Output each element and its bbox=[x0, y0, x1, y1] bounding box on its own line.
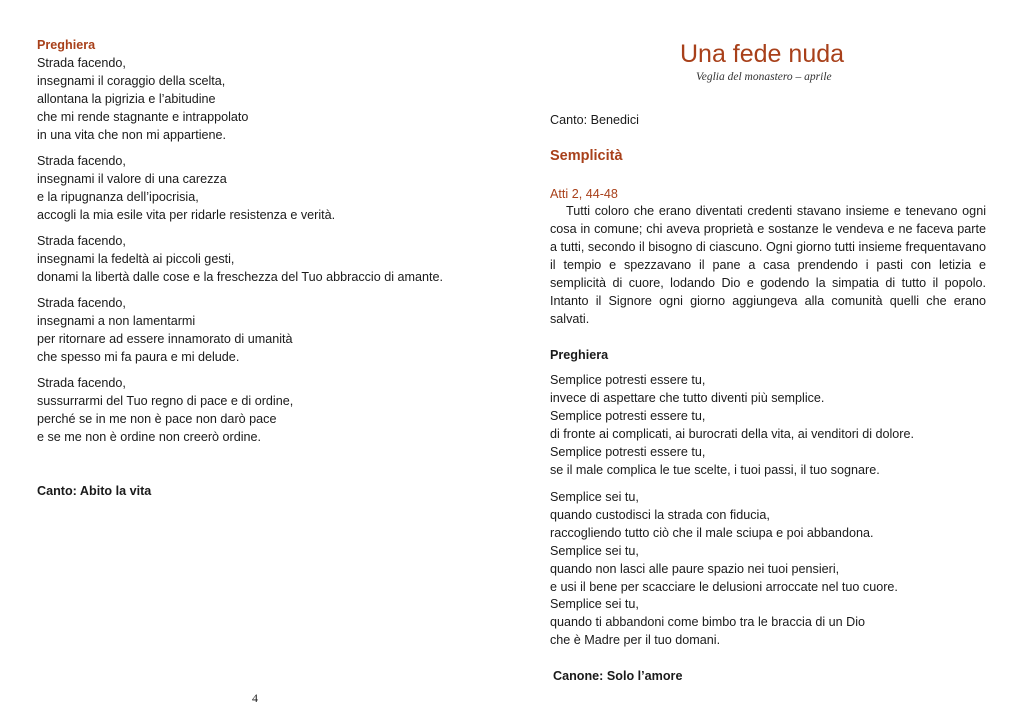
document-subtitle: Veglia del monastero – aprile bbox=[696, 71, 832, 83]
verse-line: Strada facendo, bbox=[37, 376, 126, 391]
verse-line: invece di aspettare che tutto diventi più semplice. bbox=[550, 390, 825, 405]
prayer-stanza-2 bbox=[37, 153, 497, 225]
verse-line: Semplice potresti essere tu, bbox=[550, 444, 706, 459]
prayer-stanza-3 bbox=[37, 233, 497, 287]
verse-line: quando non lasci alle paure spazio nei tuoi pensieri, bbox=[550, 561, 840, 576]
verse-line: donami la libertà dalle cose e la freschezza del Tuo abbraccio di amante. bbox=[37, 269, 444, 284]
verse-line: Strada facendo, bbox=[37, 55, 126, 70]
verse-line: di fronte ai complicati, ai burocrati della vita, ai venditori di dolore. bbox=[550, 426, 915, 441]
prayer-stanza-semplice-potresti bbox=[550, 372, 990, 479]
verse-line: Semplice sei tu, bbox=[550, 490, 639, 504]
verse-line: e la ripugnanza dell’ipocrisia, bbox=[37, 189, 199, 204]
verse-line: perché se in me non è pace non darò pace bbox=[37, 412, 277, 427]
verse-line: accogli la mia esile vita per ridarle resistenza e verità. bbox=[37, 207, 336, 222]
verse-line: raccogliendo tutto ciò che il male sciupa e poi abbandona. bbox=[550, 525, 874, 540]
verse-line: in una vita che non mi appartiene. bbox=[37, 127, 227, 142]
left-prayer-heading: Preghiera bbox=[37, 38, 96, 52]
verse-line: se il male complica le tue scelte, i tuoi passi, il tuo sognare. bbox=[550, 462, 880, 477]
prayer-stanza-4 bbox=[37, 295, 497, 367]
verse-line: Semplice sei tu, bbox=[550, 543, 639, 558]
verse-line: per ritornare ad essere innamorato di umanità bbox=[37, 332, 293, 347]
prayer-stanza-5 bbox=[37, 375, 497, 447]
verse-line: insegnami a non lamentarmi bbox=[37, 314, 196, 329]
verse-line: e usi il bene per scacciare le delusioni arroccate nel tuo cuore. bbox=[550, 579, 898, 594]
verse-line: che è Madre per il tuo domani. bbox=[550, 633, 721, 648]
verse-line: Strada facendo, bbox=[37, 296, 126, 311]
verse-line: insegnami il valore di una carezza bbox=[37, 171, 227, 186]
page-number: 4 bbox=[252, 691, 258, 705]
verse-line: quando ti abbandoni come bimbo tra le braccia di un Dio bbox=[550, 615, 866, 630]
verse-line: Strada facendo, bbox=[37, 153, 126, 168]
verse-line: allontana la pigrizia e l’abitudine bbox=[37, 91, 216, 106]
verse-line: Semplice potresti essere tu, bbox=[550, 373, 706, 387]
left-song-title: Canto: Abito la vita bbox=[37, 484, 152, 498]
verse-line: Strada facendo, bbox=[37, 234, 126, 249]
left-prayer bbox=[37, 37, 497, 456]
reading-reference: Atti 2, 44-48 bbox=[550, 187, 618, 201]
verse-line: e se me non è ordine non creerò ordine. bbox=[37, 430, 262, 445]
document-title: Una fede nuda bbox=[680, 40, 845, 68]
section-title: Semplicità bbox=[550, 148, 623, 164]
prayer-stanza-1 bbox=[37, 55, 497, 145]
verse-line: insegnami la fedeltà ai piccoli gesti, bbox=[37, 251, 235, 266]
verse-line: che spesso mi fa paura e mi delude. bbox=[37, 350, 240, 364]
reading-text: Tutti coloro che erano diventati credenti stavano insieme e tenevano ogni cosa in comune; chi aveva proprietà e sostanze le vendeva e ne faceva parte a tutti, secondo il bisogno di ciascuno. Ogni giorno tutti insieme frequentavano il tempio e spezzavano il pane a casa prendendo i pasti con letizia e semplicità di cuore, lodando Dio e godendo la simpatia di tutto il popolo. Intanto il Signore ogni giorno aggiungeva alla comunità quelli che erano salvati. bbox=[550, 204, 986, 326]
verse-line: che mi rende stagnante e intrappolato bbox=[37, 109, 249, 124]
verse-line: sussurrarmi del Tuo regno di pace e di ordine, bbox=[37, 394, 294, 409]
verse-line: insegnami il coraggio della scelta, bbox=[37, 73, 226, 88]
right-prayer-heading: Preghiera bbox=[550, 348, 609, 362]
verse-line: Semplice potresti essere tu, bbox=[550, 408, 706, 423]
prayer-stanza-semplice-sei bbox=[550, 489, 990, 650]
verse-line: quando custodisci la strada con fiducia, bbox=[550, 507, 770, 522]
closing-song: Canone: Solo l’amore bbox=[553, 669, 683, 683]
opening-song: Canto: Benedici bbox=[550, 113, 639, 127]
verse-line: Semplice sei tu, bbox=[550, 597, 639, 612]
